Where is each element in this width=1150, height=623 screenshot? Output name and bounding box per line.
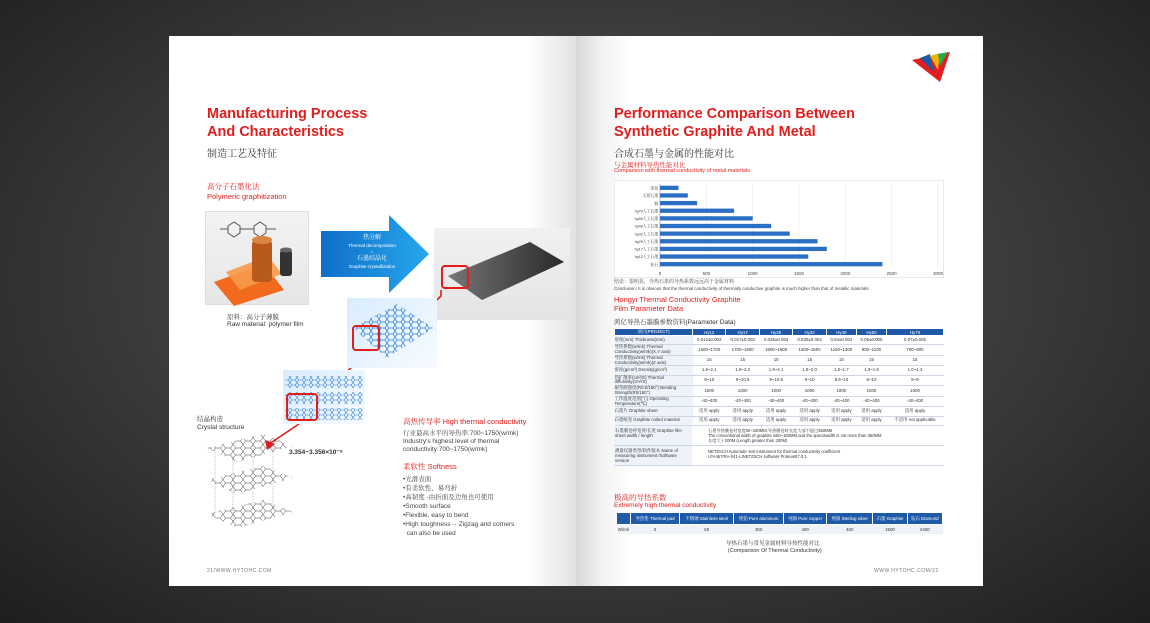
heat-header: 钻石 Diamond xyxy=(907,513,942,525)
table-header: Hy12 xyxy=(693,329,726,336)
table-cell: -40~400 xyxy=(726,396,759,407)
width-row-v2: The conventional width of graphite is50~180MM,and the speciawidth is not more than 350MM xyxy=(708,432,882,438)
chart-bar xyxy=(660,201,697,205)
table-cell: -40~400 xyxy=(693,396,726,407)
chart-category-label: 铜 xyxy=(654,201,658,206)
chart-bar xyxy=(660,209,734,213)
table-cell: 9~10.5 xyxy=(726,375,759,386)
crystal-label xyxy=(197,416,244,432)
table-cell: -40~400 xyxy=(793,396,826,407)
chart-x-tick: 3000 xyxy=(932,271,944,276)
chart-caption-cn: 与金属材料导热性能对比 xyxy=(614,162,686,169)
table-cell: -40~400 xyxy=(759,396,792,407)
table-cell: 适用 apply xyxy=(856,407,886,416)
heat-cell: 2400 xyxy=(907,525,942,534)
table-row xyxy=(615,386,944,397)
table-cell: 1000 xyxy=(726,386,759,397)
chart-category-label: hy25人工石墨 xyxy=(634,239,658,244)
right-page xyxy=(576,36,983,586)
heat-title-cn: 极高的导热系数 xyxy=(614,493,667,502)
width-row-v3: 长度大于200M (Length greater than 200M) xyxy=(708,437,788,443)
table-cell: 1.3~1.5 xyxy=(856,366,886,375)
table-cell: 15 xyxy=(887,355,944,366)
arrow-down-glyph: ↓ xyxy=(370,249,374,255)
width-row-key: 石墨膜卷材宽度/长度 Graphite film sheet width / length xyxy=(614,426,692,445)
softness-item: •光滑表面 xyxy=(403,476,432,483)
table-row xyxy=(615,355,944,366)
table-cell: -40~400 xyxy=(856,396,886,407)
table-cell: 1.8~2.1 xyxy=(693,366,726,375)
heat-table xyxy=(616,512,943,534)
brand-logo xyxy=(910,50,952,84)
instrument-row-values xyxy=(692,446,944,465)
left-title-line1: Manufacturing Process xyxy=(207,106,368,122)
table-cell: 适用 apply xyxy=(793,407,826,416)
chart-x-tick: 1000 xyxy=(747,271,758,276)
chart-x-tick: 500 xyxy=(702,271,711,276)
chart-category-label: 钻石 xyxy=(650,262,658,267)
heat-cell: 0 xyxy=(630,525,679,534)
table-header: Hy40 xyxy=(826,329,856,336)
table-cell: 适用 apply xyxy=(759,416,792,425)
heat-header: 不锈钢 Stainless steel xyxy=(680,513,734,525)
softness-item: •Smooth surface xyxy=(403,503,451,510)
right-footer: WWW.HYTOHC.COM/22 xyxy=(874,568,939,574)
table-cell: 适用 apply xyxy=(726,407,759,416)
table-cell: 15 xyxy=(826,355,856,366)
table-cell: 15 xyxy=(856,355,886,366)
heat-cell: 50 xyxy=(680,525,734,534)
table-header: Hy17 xyxy=(726,329,759,336)
instrument-row xyxy=(614,446,944,466)
chart-bar xyxy=(660,186,679,190)
table-cell: 0.012±0.002 xyxy=(693,336,726,345)
chart-bar xyxy=(660,247,827,251)
chart-category-label: hy40人工石墨 xyxy=(634,224,658,229)
raw-material-en: Raw material: polymer film xyxy=(227,321,304,328)
table-row xyxy=(615,407,944,416)
table-header: Hy70 xyxy=(887,329,944,336)
heat-cell: 1500 xyxy=(873,525,907,534)
table-cell: 适用 apply xyxy=(759,407,792,416)
crystal-structure-diagram xyxy=(203,434,299,536)
chart-caption-en: Comparison with thermal conductivity of metal materials xyxy=(614,168,751,174)
chart-bar xyxy=(660,224,771,228)
table-cell: 适用 apply xyxy=(826,407,856,416)
left-title-line2: And Characteristics xyxy=(207,124,344,140)
table-cell: 1.5~1.7 xyxy=(826,366,856,375)
chart-category-label: hy50人工石墨 xyxy=(634,217,658,222)
lattice-image-1 xyxy=(347,298,437,368)
right-title-line2: Synthetic Graphite And Metal xyxy=(614,124,816,140)
table-cell: 1.8~2.0 xyxy=(793,366,826,375)
chart-bar xyxy=(660,193,688,197)
lattice-image-2 xyxy=(283,370,365,424)
table-cell: 0.017±0.003 xyxy=(726,336,759,345)
table-cell: 不适用 not applicable xyxy=(887,416,944,425)
table-cell: 0.07±0.005 xyxy=(887,336,944,345)
chart-x-tick: 2000 xyxy=(840,271,851,276)
table-cell: 15 xyxy=(726,355,759,366)
right-title-line1: Performance Comparison Between xyxy=(614,106,855,122)
table-cell: 1.9~2.1 xyxy=(759,366,792,375)
table-cell: 8~10 xyxy=(856,375,886,386)
table-header: 项目(PROJECT) xyxy=(615,329,693,336)
chart-bar xyxy=(660,216,753,220)
table-row xyxy=(615,336,944,345)
chart-category-label: 天然石墨 xyxy=(642,194,658,199)
heat-caption-en: (Comparison Of Thermal Conductivity) xyxy=(728,548,822,554)
chart-bar xyxy=(660,254,808,258)
table-row-key: 热扩散率(cm²/S) Thermal diffusivity(cm²/S) xyxy=(615,375,693,386)
section-cn: 高分子石墨化法 xyxy=(207,182,260,191)
table-cell: 适用 apply xyxy=(693,407,726,416)
high-conductivity-line1: 行业最高水平的导热率:700~1750(w/mk) xyxy=(403,430,519,437)
table-cell: 1000 xyxy=(793,386,826,397)
table-cell: 0.030±0.004 xyxy=(793,336,826,345)
table-cell: 1000 xyxy=(826,386,856,397)
left-page xyxy=(169,36,576,586)
softness-item: •Flexible, easy to bend xyxy=(403,512,469,519)
table-cell: -40~400 xyxy=(826,396,856,407)
lattice-spacing: 3.354~3.356×10⁻⁸ xyxy=(289,449,343,456)
arrow-cn1: 热分解 xyxy=(362,235,381,241)
instrument-row-v1: NETZSCH Automatic test instrument for thermal conductivity coefficient xyxy=(708,448,841,454)
high-conductivity-line2: Industry's highest level of thermal xyxy=(403,438,500,445)
heat-cell: 400 xyxy=(784,525,827,534)
table-row xyxy=(615,396,944,407)
table-cell: 适用 apply xyxy=(887,407,944,416)
heat-header: 石墨 Graphite xyxy=(873,513,907,525)
left-title-cn: 制造工艺及特征 xyxy=(207,149,277,160)
table-row-key: 石墨片 Graphite sheet xyxy=(615,407,693,416)
heat-title-en: Extremely high thermal conductivity xyxy=(614,502,717,509)
table-cell: 1150~1300 xyxy=(826,345,856,356)
chart-category-label: hy17人工石墨 xyxy=(634,247,658,252)
table-header: Hy32 xyxy=(793,329,826,336)
crystal-en: Crystal structure xyxy=(197,424,245,431)
table-cell: 0.05±0.005 xyxy=(856,336,886,345)
table-cell: 1000 xyxy=(693,386,726,397)
table-row xyxy=(615,345,944,356)
chart-x-tick: 1500 xyxy=(793,271,805,276)
instrument-row-v2: LFA467/RA-041-LINETZSCH software Proteus87.0.1 xyxy=(708,453,807,459)
table-cell: 适用 apply xyxy=(856,416,886,425)
table-cell: 8.5~10 xyxy=(826,375,856,386)
table-row-key: 耐弯曲强度(R0.0/180°) Bending Strength(R0/180°) xyxy=(615,386,693,397)
table-cell: 适用 apply xyxy=(726,416,759,425)
table-cell: 1.0~1.3 xyxy=(887,366,944,375)
instrument-row-key: 测量仪器类型/软件版本 Name of measuring instrument /Software version xyxy=(614,446,692,465)
softness-item: •有柔软性、易弯折 xyxy=(403,485,458,492)
table-cell: 适用 apply xyxy=(826,416,856,425)
table-row xyxy=(615,366,944,375)
table-cell: 1600~1800 xyxy=(759,345,792,356)
conclusion-en: Conclusion: It is obvious that the thermal conductivity of thermally conductive graphite is much higher than that of metallic materials. xyxy=(614,286,870,291)
param-title-line2: Film Parameter Data xyxy=(614,303,684,313)
table-row-key: 导热系数(w/mk) Thermal Conductivity(w/mk)(Z axis) xyxy=(615,355,693,366)
width-row-v1: 石墨导热膜卷材宽度50~180MM,导热膜卷材长度大部不超过350MM xyxy=(708,427,833,433)
table-cell: 适用 apply xyxy=(793,416,826,425)
table-cell: 0.04±0.004 xyxy=(826,336,856,345)
heat-header xyxy=(617,513,631,525)
heat-header: 纯银 Sterling silver xyxy=(827,513,873,525)
heat-cell: 400 xyxy=(827,525,873,534)
high-conductivity-title: 高热传导率 High thermal conductivity xyxy=(403,417,527,426)
table-row-key: 密度(g/cm³) Density(g/cm³) xyxy=(615,366,693,375)
table-row-key: 石墨纸卷 Graphite coiled material xyxy=(615,416,693,425)
table-cell: 1.9~2.2 xyxy=(726,366,759,375)
table-cell: 9~10 xyxy=(693,375,726,386)
width-row-values xyxy=(692,426,944,445)
heat-cell: W/mk xyxy=(617,525,631,534)
table-cell: 1000 xyxy=(887,386,944,397)
table-cell: 1000 xyxy=(856,386,886,397)
arrow-cn2: 石墨结晶化 xyxy=(356,256,387,262)
high-conductivity-line3: conductivity:700~1750(w/mk) xyxy=(403,446,488,453)
table-cell: 1300~1500 xyxy=(793,345,826,356)
chart-category-label: 纯铝 xyxy=(650,186,658,191)
heat-caption-cn: 导热石墨与常见金属材料导热性能对比 xyxy=(726,541,820,547)
chart-bar xyxy=(660,262,882,266)
table-cell: 0.025±0.003 xyxy=(759,336,792,345)
chart-bar xyxy=(660,239,818,243)
table-cell: 15 xyxy=(759,355,792,366)
heat-header: 纯铝 Pure aluminum xyxy=(734,513,784,525)
arrow-en2: Graphite crystallization xyxy=(348,264,396,269)
softness-title: 柔软性 Softness xyxy=(403,462,457,471)
width-row xyxy=(614,426,944,446)
softness-item: •高韧度 -由折面及边角也可使用 xyxy=(403,494,494,501)
table-cell: 1500~1700 xyxy=(693,345,726,356)
conductivity-bar-chart xyxy=(614,180,944,278)
table-row-key: 导热系数(w/mk) Thermal Conductivity(w/mk)(X,Y axis) xyxy=(615,345,693,356)
table-cell: 700~900 xyxy=(887,345,944,356)
table-cell: -40~400 xyxy=(887,396,944,407)
chart-category-label: hy70人工石墨 xyxy=(634,209,658,214)
crystal-cn: 结晶构造 xyxy=(197,416,223,423)
table-cell: 1700~1900 xyxy=(726,345,759,356)
param-title-cn: 鸿亿导热石墨膜参数资料(Parameter Data) xyxy=(614,319,736,326)
table-cell: 适用 apply xyxy=(693,416,726,425)
chart-category-label: hy32人工石墨 xyxy=(634,232,658,237)
table-cell: 1000 xyxy=(759,386,792,397)
softness-item: •High toughness→ Zigzag and corners xyxy=(403,521,515,528)
table-cell: 9~10.5 xyxy=(759,375,792,386)
table-cell: 15 xyxy=(693,355,726,366)
heat-header: 导热垫 Thermal pad xyxy=(630,513,679,525)
table-cell: 15 xyxy=(793,355,826,366)
parameter-table xyxy=(614,328,944,466)
arrow-en1: Thermal decomposition xyxy=(348,243,396,248)
param-title xyxy=(614,296,741,313)
chart-x-tick: 0 xyxy=(658,271,662,276)
heat-header: 纯铜 Pure copper xyxy=(784,513,827,525)
raw-material-cn: 原料：高分子薄膜 xyxy=(227,314,279,321)
table-cell: 900~1100 xyxy=(856,345,886,356)
heat-cell: 300 xyxy=(734,525,784,534)
chart-category-label: hy12人工石墨 xyxy=(634,255,658,260)
left-footer: 21/WWW.HYTOHC.COM xyxy=(207,568,272,574)
table-row xyxy=(615,416,944,425)
section-en: Polymeric graphitization xyxy=(207,192,287,201)
table-cell: 8~9 xyxy=(887,375,944,386)
conclusion-cn: 结论：很明显，导热石墨的导热系数远远高于金属材料 xyxy=(614,279,735,285)
chart-x-tick: 2500 xyxy=(886,271,897,276)
softness-list xyxy=(403,475,514,538)
table-row-key: 工作温度范围(℃) Operating Temperature(℃) xyxy=(615,396,693,407)
table-cell: 9~10 xyxy=(793,375,826,386)
table-row-key: 厚度(mm) Thickness(mm) xyxy=(615,336,693,345)
softness-item: can also be used xyxy=(403,530,456,537)
chart-bar xyxy=(660,231,790,235)
table-header: Hy25 xyxy=(759,329,792,336)
param-title-line1: Hongyi Thermal Conductivity Graphite xyxy=(614,295,741,304)
right-title-cn: 合成石墨与金属的性能对比 xyxy=(614,149,734,160)
table-header: Hy50 xyxy=(856,329,886,336)
